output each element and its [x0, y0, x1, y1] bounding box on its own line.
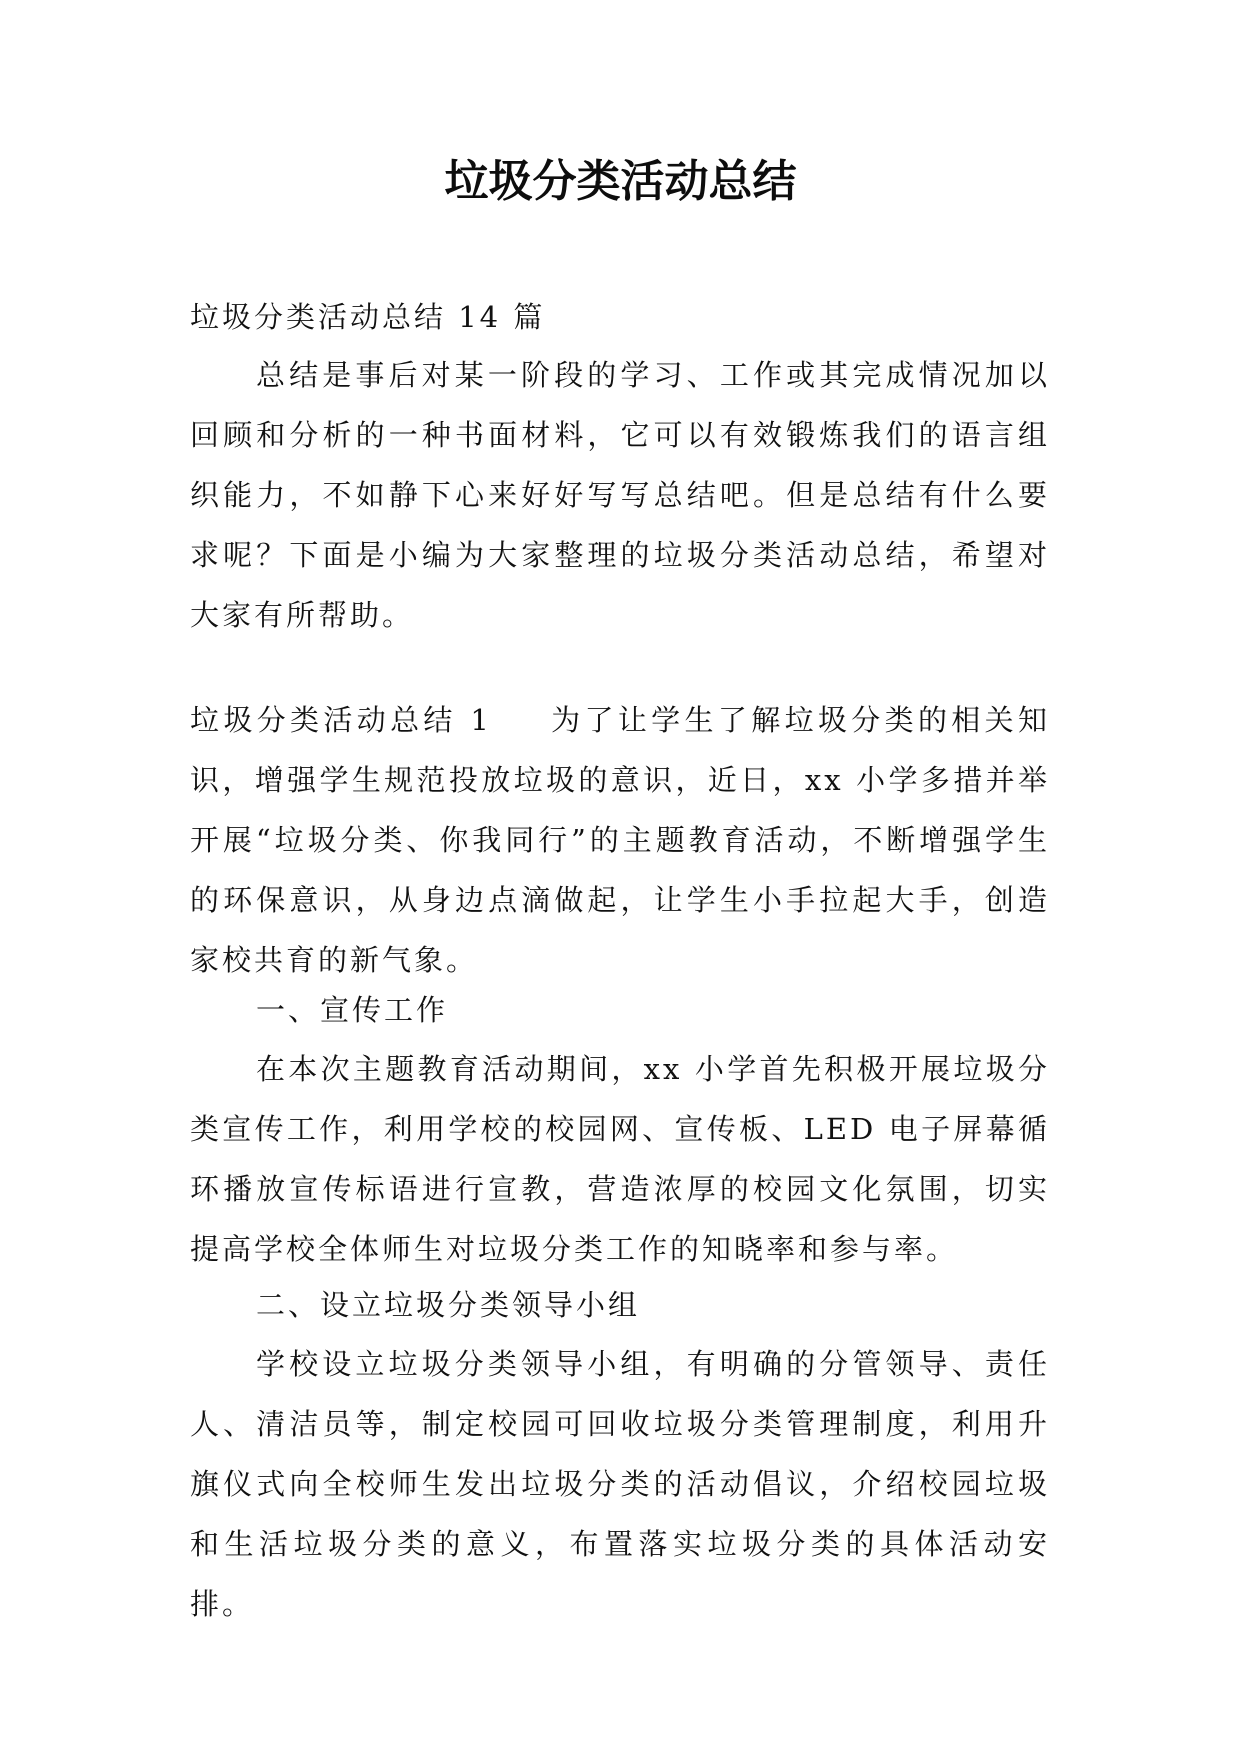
leadership-group-paragraph: 学校设立垃圾分类领导小组，有明确的分管领导、责任人、清洁员等，制定校园可回收垃圾分类管理制度，利用升旗仪式向全校师生发出垃圾分类的活动倡议，介绍校园垃圾和生活垃圾分类的意义，布置落实垃圾分类的具体活动安排。	[190, 1347, 1050, 1621]
section-1-text: 为了让学生了解垃圾分类的相关知识，增强学生规范投放垃圾的意识，近日，xx 小学多措并举开展“垃圾分类、你我同行”的主题教育活动，不断增强学生的环保意识，从身边点滴做起，让学生小手拉起大手，创造家校共育的新气象。	[190, 703, 1050, 977]
intro-paragraph: 总结是事后对某一阶段的学习、工作或其完成情况加以回顾和分析的一种书面材料，它可以有效锻炼我们的语言组织能力，不如静下心来好好写写总结吧。但是总结有什么要求呢？下面是小编为大家整理的垃圾分类活动总结，希望对大家有所帮助。	[190, 358, 1050, 632]
section-heading-publicity: 一、宣传工作	[256, 993, 449, 1027]
document-title: 垃圾分类活动总结	[444, 156, 797, 207]
section-1-label: 垃圾分类活动总结 1	[190, 703, 492, 737]
section-1-paragraph	[190, 690, 1050, 990]
publicity-paragraph: 在本次主题教育活动期间，xx 小学首先积极开展垃圾分类宣传工作，利用学校的校园网、宣传板、LED 电子屏幕循环播放宣传标语进行宣教，营造浓厚的校园文化氛围，切实提高学校全体师生对垃圾分类工作的知晓率和参与率。	[190, 1052, 1050, 1266]
section-heading-leadership-group: 二、设立垃圾分类领导小组	[256, 1288, 641, 1322]
document-subtitle: 垃圾分类活动总结 14 篇	[190, 300, 546, 334]
